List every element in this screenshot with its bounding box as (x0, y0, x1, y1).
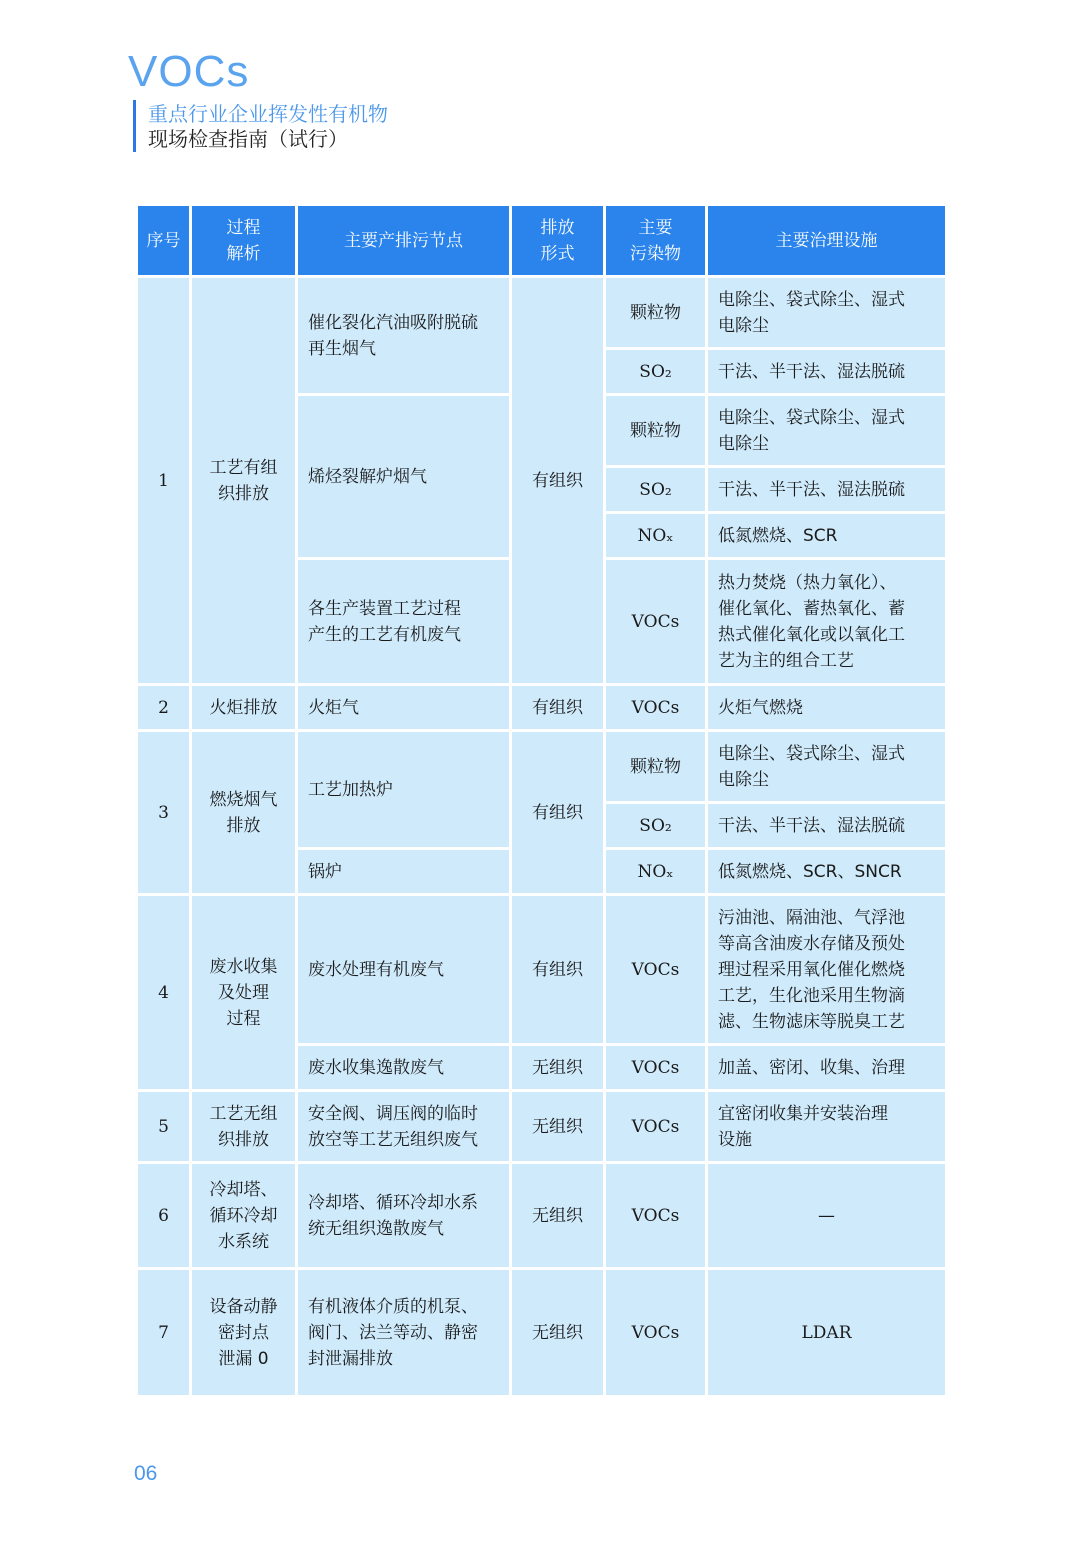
pollutant-cell: NOₓ (605, 849, 707, 895)
facility-cell: 干法、半干法、湿法脱硫 (707, 349, 947, 395)
brand-title: VOCs (128, 47, 250, 96)
facility-cell: 热力焚烧（热力氧化）、 催化氧化、蓄热氧化、蓄 热式催化氧化或以氧化工 艺为主的组合工艺 (707, 559, 947, 685)
emission-cell: 有组织 (511, 277, 605, 685)
header-cell: 排放 形式 (511, 205, 605, 277)
row-number: 7 (137, 1269, 191, 1397)
node-cell: 各生产装置工艺过程 产生的工艺有机废气 (297, 559, 511, 685)
process-cell: 燃烧烟气 排放 (191, 731, 297, 895)
node-cell: 工艺加热炉 (297, 731, 511, 849)
table-row (137, 1269, 947, 1397)
node-cell: 有机液体介质的机泵、 阀门、法兰等动、静密 封泄漏排放 (297, 1269, 511, 1397)
table-row (137, 1163, 947, 1269)
process-cell: 工艺无组 织排放 (191, 1091, 297, 1163)
header-cell: 主要治理设施 (707, 205, 947, 277)
table-row (137, 731, 947, 803)
pollutant-cell: SO₂ (605, 467, 707, 513)
header-cell: 过程 解析 (191, 205, 297, 277)
row-number: 4 (137, 895, 191, 1091)
emission-cell: 无组织 (511, 1091, 605, 1163)
header-cell: 主要产排污节点 (297, 205, 511, 277)
pollutant-cell: VOCs (605, 559, 707, 685)
table-row (137, 1091, 947, 1163)
node-cell: 废水收集逸散废气 (297, 1045, 511, 1091)
node-cell: 锅炉 (297, 849, 511, 895)
process-cell: 工艺有组 织排放 (191, 277, 297, 685)
facility-cell: 宜密闭收集并安装治理 设施 (707, 1091, 947, 1163)
header-cell: 主要 污染物 (605, 205, 707, 277)
facility-cell: — (707, 1163, 947, 1269)
pollutant-cell: SO₂ (605, 349, 707, 395)
facility-cell: LDAR (707, 1269, 947, 1397)
emission-cell: 有组织 (511, 895, 605, 1045)
table-row (137, 685, 947, 731)
facility-cell: 污油池、隔油池、气浮池 等高含油废水存储及预处 理过程采用氧化催化燃烧 工艺，生化池采用生物滴 滤、生物滤床等脱臭工艺 (707, 895, 947, 1045)
node-cell: 催化裂化汽油吸附脱硫 再生烟气 (297, 277, 511, 395)
pollutant-cell: VOCs (605, 895, 707, 1045)
process-cell: 设备动静 密封点 泄漏 0 (191, 1269, 297, 1397)
process-cell: 冷却塔、 循环冷却 水系统 (191, 1163, 297, 1269)
row-number: 3 (137, 731, 191, 895)
table-row (137, 277, 947, 349)
node-cell: 火炬气 (297, 685, 511, 731)
facility-cell: 加盖、密闭、收集、治理 (707, 1045, 947, 1091)
voc-inspection-table (135, 203, 948, 1398)
emission-cell: 无组织 (511, 1269, 605, 1397)
row-number: 2 (137, 685, 191, 731)
facility-cell: 干法、半干法、湿法脱硫 (707, 467, 947, 513)
process-cell: 废水收集 及处理 过程 (191, 895, 297, 1091)
pollutant-cell: 颗粒物 (605, 395, 707, 467)
table-header-row (137, 205, 947, 277)
facility-cell: 低氮燃烧、SCR、SNCR (707, 849, 947, 895)
pollutant-cell: 颗粒物 (605, 277, 707, 349)
pollutant-cell: VOCs (605, 1269, 707, 1397)
node-cell: 烯烃裂解炉烟气 (297, 395, 511, 559)
accent-bar (133, 100, 136, 152)
node-cell: 废水处理有机废气 (297, 895, 511, 1045)
facility-cell: 干法、半干法、湿法脱硫 (707, 803, 947, 849)
pollutant-cell: VOCs (605, 1163, 707, 1269)
process-cell: 火炬排放 (191, 685, 297, 731)
pollutant-cell: 颗粒物 (605, 731, 707, 803)
emission-cell: 有组织 (511, 685, 605, 731)
pollutant-cell: VOCs (605, 685, 707, 731)
page-number: 06 (134, 1462, 158, 1485)
row-number: 5 (137, 1091, 191, 1163)
emission-cell: 无组织 (511, 1163, 605, 1269)
row-number: 1 (137, 277, 191, 685)
table-row (137, 895, 947, 1045)
facility-cell: 电除尘、袋式除尘、湿式 电除尘 (707, 731, 947, 803)
row-number: 6 (137, 1163, 191, 1269)
facility-cell: 电除尘、袋式除尘、湿式 电除尘 (707, 277, 947, 349)
facility-cell: 低氮燃烧、SCR (707, 513, 947, 559)
node-cell: 安全阀、调压阀的临时 放空等工艺无组织废气 (297, 1091, 511, 1163)
facility-cell: 电除尘、袋式除尘、湿式 电除尘 (707, 395, 947, 467)
header-cell: 序号 (137, 205, 191, 277)
pollutant-cell: VOCs (605, 1091, 707, 1163)
emission-cell: 有组织 (511, 731, 605, 895)
pollutant-cell: SO₂ (605, 803, 707, 849)
pollutant-cell: VOCs (605, 1045, 707, 1091)
facility-cell: 火炬气燃烧 (707, 685, 947, 731)
pollutant-cell: NOₓ (605, 513, 707, 559)
subtitle-line2: 现场检查指南（试行） (148, 127, 348, 151)
node-cell: 冷却塔、循环冷却水系 统无组织逸散废气 (297, 1163, 511, 1269)
subtitle-line1: 重点行业企业挥发性有机物 (148, 102, 388, 126)
emission-cell: 无组织 (511, 1045, 605, 1091)
